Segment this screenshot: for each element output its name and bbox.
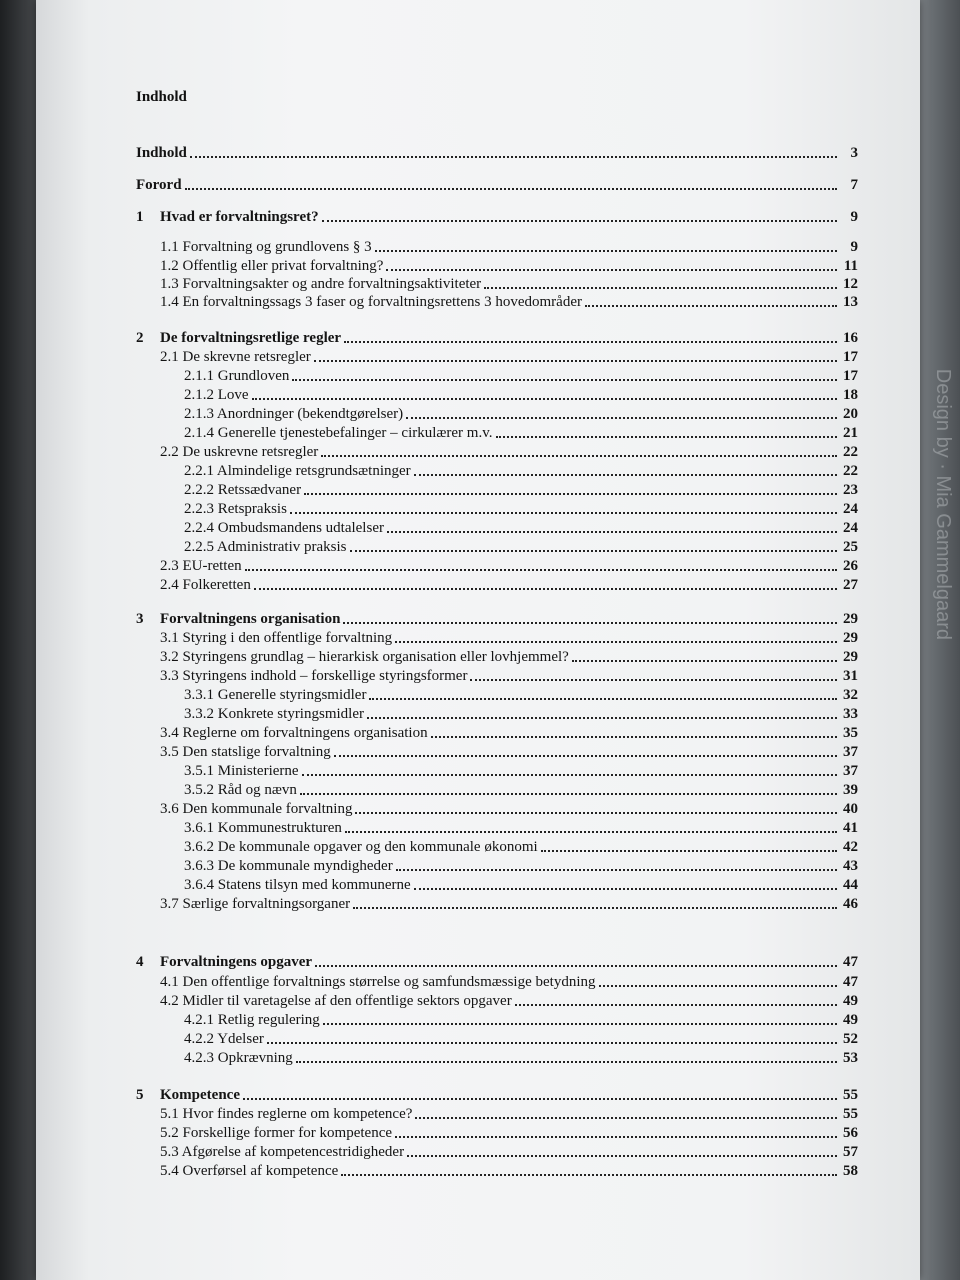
toc-dot-leader <box>190 156 837 158</box>
toc-page-number: 55 <box>843 1087 858 1103</box>
toc-entry-label: 1.3 Forvaltningsakter og andre forvaltningsaktiviteter <box>160 276 482 292</box>
toc-entry <box>136 555 858 575</box>
toc-entry <box>136 722 858 742</box>
toc-entry <box>136 255 858 275</box>
toc-entry <box>136 665 858 685</box>
toc-page-number: 40 <box>843 801 858 817</box>
toc-entry-label: 4.2.3 Opkrævning <box>184 1050 293 1066</box>
toc-entry-label: De forvaltningsretlige regler <box>160 330 342 346</box>
toc-entry-label: 2.1.3 Anordninger (bekendtgørelser) <box>184 406 404 422</box>
toc-entry <box>136 684 858 704</box>
toc-dot-leader <box>496 436 838 438</box>
toc-entry-label: 2.2.4 Ombudsmandens udtalelser <box>184 520 384 536</box>
toc-page-number: 26 <box>843 558 858 574</box>
toc-page-number: 7 <box>850 177 858 193</box>
toc-entry-label: 2.4 Folkeretten <box>160 577 251 593</box>
toc-entry <box>136 1028 858 1048</box>
toc-entry-label: Forvaltningens opgaver <box>160 954 313 970</box>
toc-dot-leader <box>323 1023 837 1025</box>
toc-page-number: 32 <box>843 687 858 703</box>
toc-dot-leader <box>252 398 837 400</box>
toc-page-number: 13 <box>843 294 858 310</box>
toc-entry-label: 2.2 De uskrevne retsregler <box>160 444 319 460</box>
toc-dot-leader <box>341 1174 837 1176</box>
toc-page-number: 39 <box>843 782 858 798</box>
toc-entry-label: 2.2.3 Retspraksis <box>184 501 287 517</box>
toc-dot-leader <box>254 588 837 590</box>
toc-page-number: 43 <box>843 858 858 874</box>
toc-dot-leader <box>395 641 837 643</box>
toc-chapter-number: 4 <box>136 954 144 970</box>
toc-entry-label: Forord <box>136 177 182 193</box>
toc-dot-leader <box>315 965 837 967</box>
toc-dot-leader <box>406 417 837 419</box>
toc-page-number: 24 <box>843 520 858 536</box>
background-side-text: Design by · Mia Gammelgaard <box>932 368 954 640</box>
toc-page-number: 49 <box>843 1012 858 1028</box>
toc-entry <box>136 479 858 499</box>
toc-page-number: 44 <box>843 877 858 893</box>
toc-entry-label: 3.6.3 De kommunale myndigheder <box>184 858 393 874</box>
toc-dot-leader <box>300 793 837 795</box>
toc-dot-leader <box>599 985 838 987</box>
toc-page-number: 21 <box>843 425 858 441</box>
toc-entry-label: 2.1.4 Generelle tjenestebefalinger – cirkulærer m.v. <box>184 425 493 441</box>
toc-dot-leader <box>414 474 837 476</box>
toc-entry <box>136 627 858 647</box>
toc-page-number: 17 <box>843 349 858 365</box>
toc-page-number: 29 <box>843 649 858 665</box>
toc-entry-label: 1.2 Offentlig eller privat forvaltning? <box>160 258 384 274</box>
toc-dot-leader <box>314 360 837 362</box>
toc-dot-leader <box>243 1098 837 1100</box>
toc-entry <box>136 441 858 461</box>
toc-dot-leader <box>414 888 837 890</box>
toc-entry-label: 2.2.2 Retssædvaner <box>184 482 302 498</box>
toc-entry <box>136 384 858 404</box>
toc-chapter-number: 3 <box>136 611 144 627</box>
toc-entry-label: 2.1.2 Love <box>184 387 249 403</box>
toc-dot-leader <box>484 287 837 289</box>
toc-entry <box>136 893 858 913</box>
toc-entry <box>136 498 858 518</box>
toc-entry <box>136 855 858 875</box>
toc-entry <box>136 760 858 780</box>
toc-dot-leader <box>572 660 837 662</box>
toc-dot-leader <box>292 379 837 381</box>
toc-entry-label: 1.4 En forvaltningssags 3 faser og forvaltningsrettens 3 hovedområder <box>160 294 582 310</box>
toc-dot-leader <box>267 1042 837 1044</box>
toc-page-number: 31 <box>843 668 858 684</box>
toc-page-number: 23 <box>843 482 858 498</box>
toc-entry <box>136 779 858 799</box>
toc-dot-leader <box>343 622 837 624</box>
toc-dot-leader <box>185 188 837 190</box>
toc-page-number: 27 <box>843 577 858 593</box>
toc-entry-label: 4.2.2 Ydelser <box>184 1031 264 1047</box>
toc-page-number: 56 <box>843 1125 858 1141</box>
toc-entry-label: Hvad er forvaltningsret? <box>160 209 319 225</box>
toc-entry <box>136 1103 858 1123</box>
toc-dot-leader <box>245 569 837 571</box>
toc-entry <box>136 536 858 556</box>
toc-page-number: 9 <box>850 239 858 255</box>
toc-dot-leader <box>585 305 837 307</box>
toc-entry-label: 3.7 Særlige forvaltningsorganer <box>160 896 351 912</box>
toc-page-number: 46 <box>843 896 858 912</box>
toc-dot-leader <box>355 812 837 814</box>
toc-chapter <box>136 608 858 628</box>
toc-entry-label: 1.1 Forvaltning og grundlovens § 3 <box>160 239 372 255</box>
toc-entry-label: 3.5 Den statslige forvaltning <box>160 744 331 760</box>
toc-dot-leader <box>367 717 837 719</box>
toc-chapter-number: 1 <box>136 209 144 225</box>
toc-chapter <box>136 951 858 971</box>
toc-dot-leader <box>322 220 837 222</box>
toc-page-number: 12 <box>843 276 858 292</box>
toc-page-number: 16 <box>843 330 858 346</box>
toc-entry <box>136 1122 858 1142</box>
toc-dot-leader <box>415 1117 837 1119</box>
page-title: Indhold <box>136 89 187 105</box>
toc-page-number: 49 <box>843 993 858 1009</box>
toc-dot-leader <box>375 250 837 252</box>
toc-dot-leader <box>470 679 837 681</box>
toc-entry <box>136 291 858 311</box>
toc-entry <box>136 1160 858 1180</box>
toc-entry-label: 3.3.1 Generelle styringsmidler <box>184 687 367 703</box>
toc-entry <box>136 741 858 761</box>
toc-entry <box>136 798 858 818</box>
toc-page-number: 3 <box>850 145 858 161</box>
toc-dot-leader <box>302 774 837 776</box>
toc-page-number: 57 <box>843 1144 858 1160</box>
toc-page-number: 35 <box>843 725 858 741</box>
toc-entry-label: 2.2.5 Administrativ praksis <box>184 539 347 555</box>
toc-entry-label: 3.2 Styringens grundlag – hierarkisk organisation eller lovhjemmel? <box>160 649 569 665</box>
toc-dot-leader <box>353 907 837 909</box>
toc-entry <box>136 517 858 537</box>
toc-entry <box>136 971 858 991</box>
toc-page-number: 11 <box>843 258 858 274</box>
toc-entry-label: 3.1 Styring i den offentlige forvaltning <box>160 630 393 646</box>
toc-chapter <box>136 174 858 194</box>
toc-page-number: 37 <box>843 763 858 779</box>
toc-page-number: 25 <box>843 539 858 555</box>
toc-entry-label: 4.2 Midler til varetagelse af den offentlige sektors opgaver <box>160 993 512 1009</box>
toc-dot-leader <box>369 698 837 700</box>
toc-entry <box>136 703 858 723</box>
toc-entry-label: 5.1 Hvor findes reglerne om kompetence? <box>160 1106 413 1122</box>
toc-entry-label: 5.3 Afgørelse af kompetencestridigheder <box>160 1144 405 1160</box>
toc-page-number: 22 <box>843 444 858 460</box>
toc-page-number: 52 <box>843 1031 858 1047</box>
toc-dot-leader <box>334 755 837 757</box>
toc-page-number: 47 <box>843 954 858 970</box>
toc-entry <box>136 1141 858 1161</box>
toc-dot-leader <box>396 869 837 871</box>
document-page <box>36 0 920 1280</box>
toc-page-number: 17 <box>843 368 858 384</box>
toc-dot-leader <box>395 1136 837 1138</box>
toc-page-number: 37 <box>843 744 858 760</box>
toc-page-number: 41 <box>843 820 858 836</box>
toc-page-number: 47 <box>843 974 858 990</box>
toc-entry-label: Indhold <box>136 145 187 161</box>
toc-chapter <box>136 327 858 347</box>
toc-entry <box>136 874 858 894</box>
toc-entry-label: 3.6 Den kommunale forvaltning <box>160 801 353 817</box>
toc-page-number: 42 <box>843 839 858 855</box>
toc-chapter <box>136 206 858 226</box>
toc-entry-label: 3.5.1 Ministerierne <box>184 763 299 779</box>
toc-dot-leader <box>321 455 837 457</box>
toc-dot-leader <box>345 831 837 833</box>
toc-entry <box>136 646 858 666</box>
toc-entry-label: 3.5.2 Råd og nævn <box>184 782 297 798</box>
toc-entry-label: 2.2.1 Almindelige retsgrundsætninger <box>184 463 411 479</box>
toc-page-number: 53 <box>843 1050 858 1066</box>
toc-entry-label: 3.3 Styringens indhold – forskellige styringsformer <box>160 668 468 684</box>
toc-page-number: 18 <box>843 387 858 403</box>
toc-entry-label: 4.1 Den offentlige forvaltnings størrelse og samfundsmæssige betydning <box>160 974 596 990</box>
toc-entry-label: 5.4 Overførsel af kompetence <box>160 1163 339 1179</box>
toc-entry-label: 2.1.1 Grundloven <box>184 368 290 384</box>
toc-page-number: 33 <box>843 706 858 722</box>
toc-entry-label: 3.6.1 Kommunestrukturen <box>184 820 342 836</box>
toc-entry <box>136 1047 858 1067</box>
toc-entry <box>136 817 858 837</box>
toc-page-number: 55 <box>843 1106 858 1122</box>
toc-chapter-number: 2 <box>136 330 144 346</box>
toc-entry <box>136 422 858 442</box>
toc-page-number: 29 <box>843 630 858 646</box>
toc-entry-label: 3.6.4 Statens tilsyn med kommunerne <box>184 877 411 893</box>
toc-dot-leader <box>387 531 837 533</box>
toc-entry-label: 5.2 Forskellige former for kompetence <box>160 1125 393 1141</box>
toc-entry-label: Kompetence <box>160 1087 240 1103</box>
toc-dot-leader <box>304 493 837 495</box>
toc-entry <box>136 836 858 856</box>
toc-dot-leader <box>344 341 837 343</box>
toc-entry <box>136 346 858 366</box>
toc-entry-label: Forvaltningens organisation <box>160 611 341 627</box>
toc-entry-label: 2.1 De skrevne retsregler <box>160 349 311 365</box>
toc-dot-leader <box>407 1155 837 1157</box>
toc-entry-label: 4.2.1 Retlig regulering <box>184 1012 320 1028</box>
toc-entry-label: 2.3 EU-retten <box>160 558 242 574</box>
toc-entry-label: 3.6.2 De kommunale opgaver og den kommunale økonomi <box>184 839 538 855</box>
toc-dot-leader <box>541 850 837 852</box>
toc-chapter <box>136 142 858 162</box>
toc-page-number: 24 <box>843 501 858 517</box>
toc-entry <box>136 1009 858 1029</box>
toc-dot-leader <box>386 269 837 271</box>
toc-dot-leader <box>431 736 837 738</box>
toc-dot-leader <box>290 512 837 514</box>
toc-entry <box>136 236 858 256</box>
toc-entry-label: 3.3.2 Konkrete styringsmidler <box>184 706 364 722</box>
toc-dot-leader <box>296 1061 837 1063</box>
toc-entry <box>136 574 858 594</box>
toc-entry <box>136 460 858 480</box>
toc-page-number: 58 <box>843 1163 858 1179</box>
toc-chapter-number: 5 <box>136 1087 144 1103</box>
toc-entry <box>136 365 858 385</box>
toc-dot-leader <box>515 1004 837 1006</box>
toc-entry <box>136 403 858 423</box>
toc-entry-label: 3.4 Reglerne om forvaltningens organisation <box>160 725 428 741</box>
background-left <box>0 0 40 1280</box>
toc-entry <box>136 273 858 293</box>
toc-page-number: 29 <box>843 611 858 627</box>
toc-dot-leader <box>350 550 838 552</box>
toc-chapter <box>136 1084 858 1104</box>
toc-page-number: 20 <box>843 406 858 422</box>
toc-entry <box>136 990 858 1010</box>
toc-page-number: 22 <box>843 463 858 479</box>
toc-page-number: 9 <box>850 209 858 225</box>
